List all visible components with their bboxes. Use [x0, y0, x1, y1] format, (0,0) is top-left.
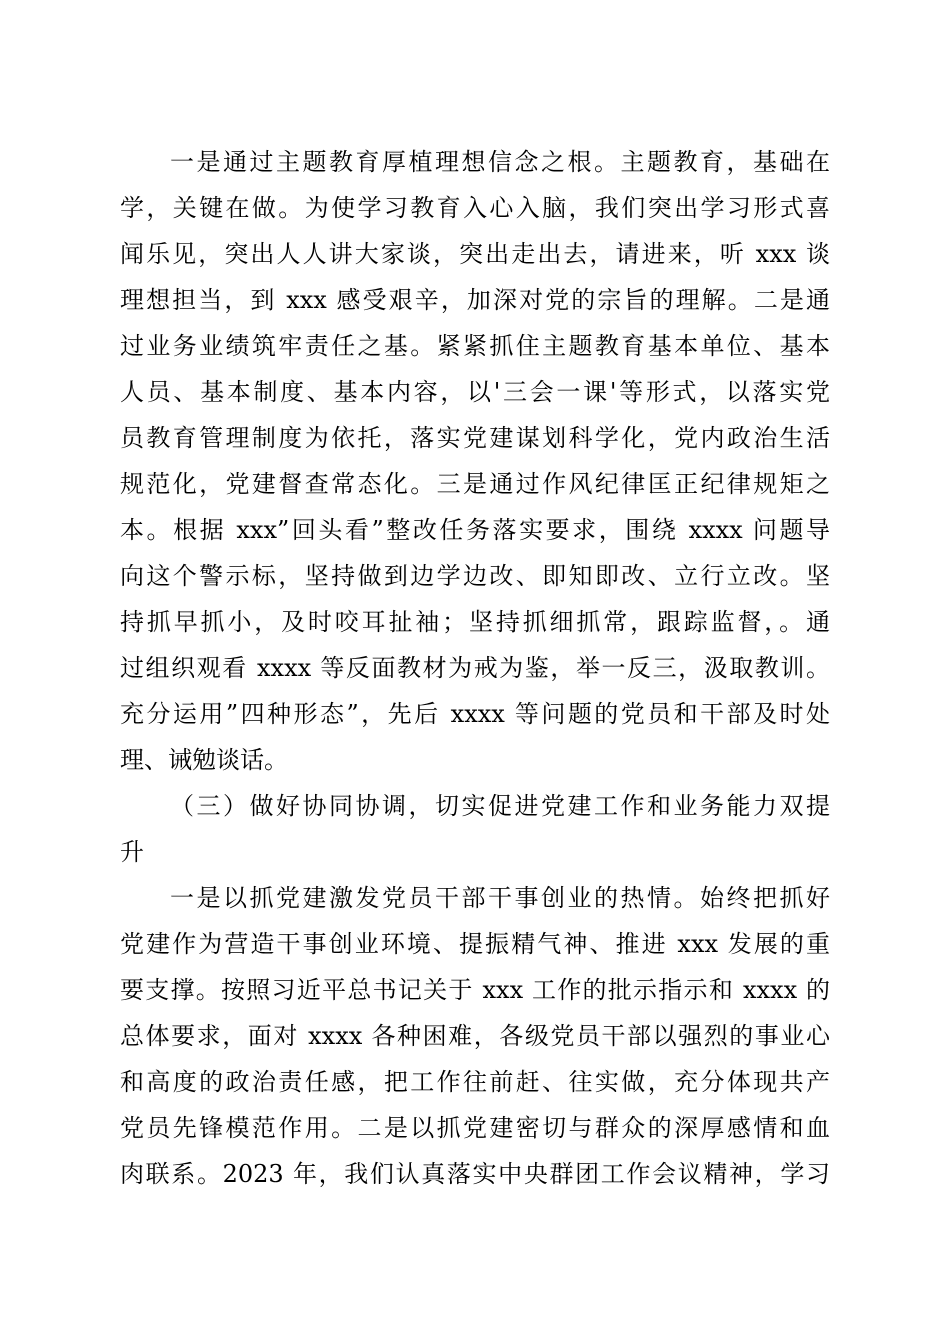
paragraph-line: 闻乐见，突出人人讲大家谈，突出走出去，请进来，听 xxx 谈 — [120, 240, 830, 268]
paragraph-line: 学，关键在做。为使学习教育入心入脑，我们突出学习形式喜 — [120, 194, 830, 222]
paragraph-line: 要支撑。按照习近平总书记关于 xxx 工作的批示指示和 xxxx 的 — [120, 976, 830, 1004]
paragraph-line: 向这个警示标，坚持做到边学边改、即知即改、立行立改。坚 — [120, 562, 830, 590]
paragraph-line: 和高度的政治责任感，把工作往前赶、往实做，充分体现共产 — [120, 1068, 830, 1096]
paragraph-line: 过组织观看 xxxx 等反面教材为戒为鉴，举一反三，汲取教训。 — [120, 654, 830, 682]
paragraph-line: 党员先锋模范作用。二是以抓党建密切与群众的深厚感情和血 — [120, 1114, 830, 1142]
paragraph-1 — [120, 139, 830, 783]
paragraph-line: 本。根据 xxx”回头看”整改任务落实要求，围绕 xxxx 问题导 — [120, 516, 830, 544]
paragraph-line: 员教育管理制度为依托，落实党建谋划科学化，党内政治生活 — [120, 424, 830, 452]
section-heading — [120, 783, 830, 875]
paragraph-line: 理、诫勉谈话。 — [120, 746, 288, 774]
paragraph-line: 规范化，党建督查常态化。三是通过作风纪律匡正纪律规矩之 — [120, 470, 830, 498]
paragraph-line: 持抓早抓小，及时咬耳扯袖；坚持抓细抓常，跟踪监督，。通 — [120, 608, 830, 636]
paragraph-2 — [120, 875, 830, 1197]
paragraph-line: 党建作为营造干事创业环境、提振精气神、推进 xxx 发展的重 — [120, 930, 830, 958]
section-heading-line: 升 — [120, 838, 144, 866]
paragraph-line: 总体要求，面对 xxxx 各种困难，各级党员干部以强烈的事业心 — [120, 1022, 830, 1050]
paragraph-line: 过业务业绩筑牢责任之基。紧紧抓住主题教育基本单位、基本 — [120, 332, 830, 360]
paragraph-line: 理想担当，到 xxx 感受艰辛，加深对党的宗旨的理解。二是通 — [120, 286, 830, 314]
paragraph-line: 充分运用”四种形态”，先后 xxxx 等问题的党员和干部及时处 — [120, 700, 830, 728]
paragraph-line: 一是通过主题教育厚植理想信念之根。主题教育，基础在 — [170, 148, 830, 176]
paragraph-line: 肉联系。2023 年，我们认真落实中央群团工作会议精神，学习 — [120, 1160, 830, 1188]
paragraph-line: 一是以抓党建激发党员干部干事创业的热情。始终把抓好 — [170, 884, 830, 912]
paragraph-line: 人员、基本制度、基本内容，以'三会一课'等形式，以落实党 — [120, 378, 830, 406]
section-heading-line: （三）做好协同协调，切实促进党建工作和业务能力双提 — [170, 792, 830, 820]
document-body — [120, 139, 830, 1197]
